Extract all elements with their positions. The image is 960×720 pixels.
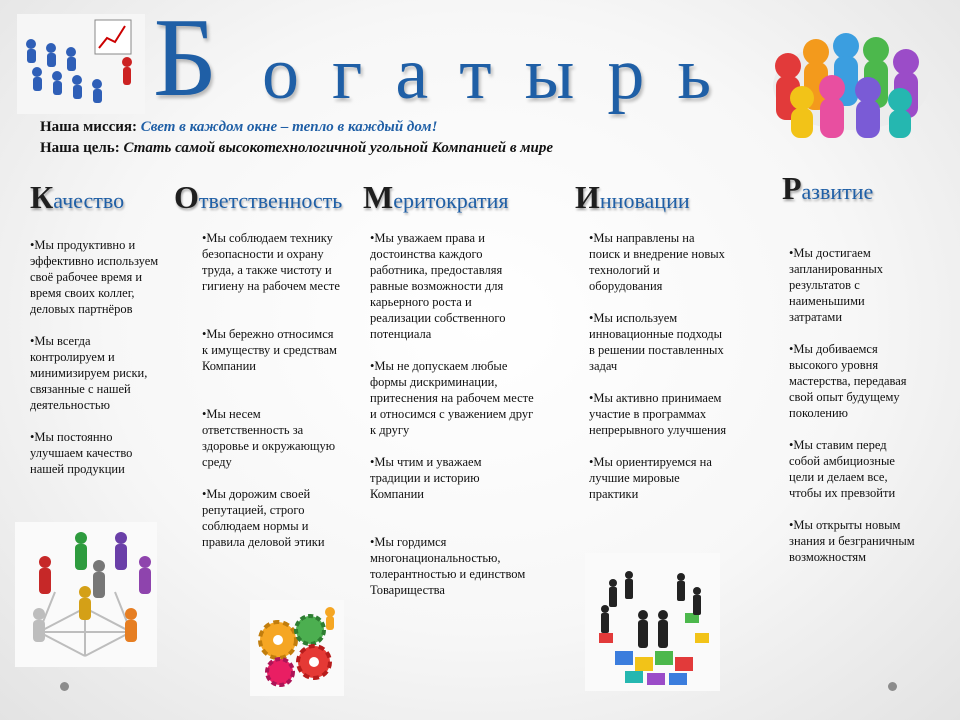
bullet-innovation-1: •Мы направлены на поиск и внедрение новых технологий и оборудования bbox=[589, 231, 725, 293]
bullet-innovation-3: •Мы активно принимаем участие в программах непрерывного улучшения bbox=[589, 391, 727, 437]
heading-responsibility bbox=[174, 181, 342, 213]
presentation-figures-image bbox=[17, 14, 145, 114]
heading-meritocracy-rest: еритократия bbox=[393, 188, 509, 213]
bullet-responsibility-2: •Мы бережно относимся к имуществу и средствам Компании bbox=[202, 327, 337, 373]
column-quality bbox=[30, 237, 162, 477]
bullet-development-3: •Мы ставим перед собой амбициозные цели и делаем все, чтобы их превзойти bbox=[789, 438, 896, 500]
title-rest: огатырь bbox=[262, 33, 745, 115]
bullet-innovation-2: •Мы используем инновационные подходы в решении поставленных задач bbox=[589, 311, 724, 373]
bullet-quality-3: •Мы постоянно улучшаем качество нашей продукции bbox=[30, 430, 133, 476]
heading-development-cap: Р bbox=[782, 170, 802, 206]
heading-responsibility-rest: тветственность bbox=[198, 188, 343, 213]
bullet-meritocracy-3: •Мы чтим и уважаем традиции и историю Компании bbox=[370, 455, 482, 501]
goal-label: Наша цель: bbox=[40, 140, 120, 156]
heading-meritocracy bbox=[363, 181, 508, 213]
bullet-development-1: •Мы достигаем запланированных результатов с наименьшими затратами bbox=[789, 246, 883, 324]
bullet-meritocracy-2: •Мы не допускаем любые формы дискриминации, притеснения на рабочем месте и относимся с уважением друг к другу bbox=[370, 359, 534, 437]
bullet-responsibility-1: •Мы соблюдаем технику безопасности и охрану труда, а также чистоту и гигиену на рабочем месте bbox=[202, 231, 340, 293]
heading-innovation bbox=[575, 181, 690, 213]
goal-text: Стать самой высокотехнологичной угольной Компанией в мире bbox=[123, 140, 554, 156]
heading-responsibility-cap: О bbox=[174, 179, 199, 215]
bullet-quality-2: •Мы всегда контролируем и минимизируем риски, связанные с нашей деятельностью bbox=[30, 334, 148, 412]
puzzle-handshake-image bbox=[585, 553, 720, 691]
goal-line bbox=[40, 141, 553, 156]
people-network-image bbox=[15, 522, 157, 667]
bullet-responsibility-3: •Мы несем ответственность за здоровье и окружающую среду bbox=[202, 407, 336, 469]
heading-quality bbox=[30, 181, 124, 213]
bullet-meritocracy-4: •Мы гордимся многонациональностью, толерантностью и единством Товарищества bbox=[370, 535, 526, 597]
bullet-development-2: •Мы добиваемся высокого уровня мастерства, передавая свой опыт будущему поколению bbox=[789, 342, 907, 420]
heading-innovation-rest: нновации bbox=[599, 188, 690, 213]
bullet-responsibility-4: •Мы дорожим своей репутацией, строго соблюдаем нормы и правила деловой этики bbox=[202, 487, 325, 549]
teamwork-circle-figures-image bbox=[758, 16, 944, 142]
mission-line bbox=[40, 120, 437, 135]
title-first-letter: Б bbox=[153, 0, 218, 120]
bullet-innovation-4: •Мы ориентируемся на лучшие мировые практики bbox=[589, 455, 712, 501]
bullet-quality-1: •Мы продуктивно и эффективно используем своё рабочее время и время своих коллег, деловых партнёров bbox=[30, 238, 159, 316]
heading-meritocracy-cap: М bbox=[363, 179, 394, 215]
heading-quality-rest: ачество bbox=[53, 188, 125, 213]
gears-figures-image bbox=[250, 600, 344, 696]
mission-label: Наша миссия: bbox=[40, 119, 138, 135]
heading-development-rest: азвитие bbox=[801, 179, 874, 204]
mission-text: Свет в каждом окне – тепло в каждый дом! bbox=[140, 119, 438, 135]
nav-dot-icon[interactable] bbox=[888, 682, 897, 691]
heading-innovation-cap: И bbox=[575, 179, 600, 215]
column-responsibility bbox=[202, 230, 342, 550]
bullet-meritocracy-1: •Мы уважаем права и достоинства каждого работника, предоставляя равные возможности для карьерного роста и реализации собственного потенциала bbox=[370, 231, 506, 341]
bullet-development-4: •Мы открыты новым знания и безграничным возможностям bbox=[789, 518, 915, 564]
column-meritocracy bbox=[370, 230, 534, 598]
nav-dot-icon[interactable] bbox=[60, 682, 69, 691]
heading-development bbox=[782, 172, 873, 204]
column-development bbox=[789, 245, 917, 565]
heading-quality-cap: К bbox=[30, 179, 54, 215]
column-innovation bbox=[589, 230, 727, 502]
